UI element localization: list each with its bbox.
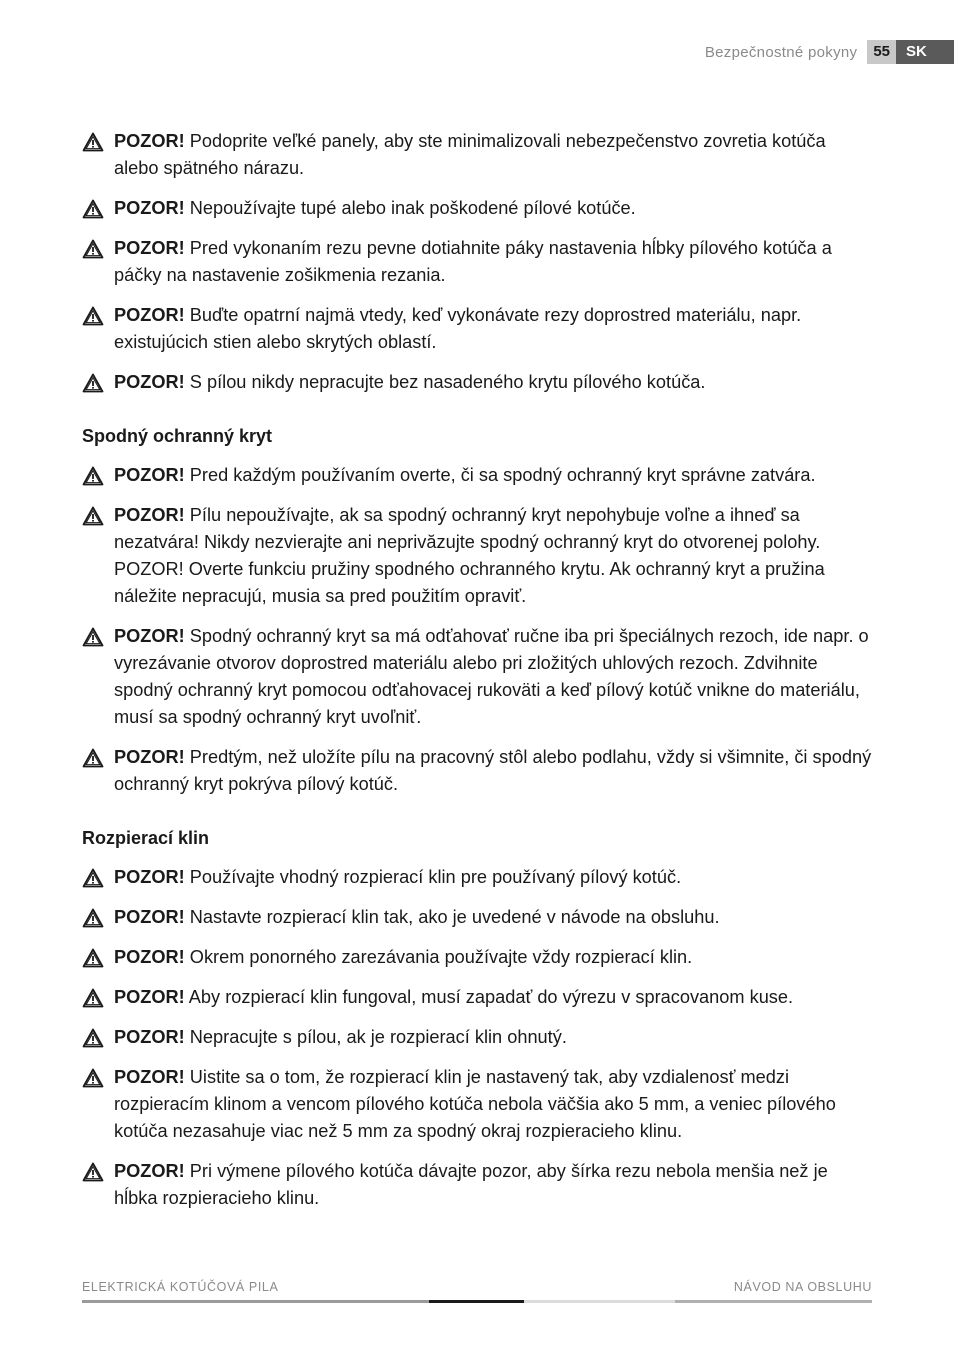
footer-rule-segment bbox=[429, 1300, 524, 1303]
warning-triangle-icon bbox=[82, 748, 104, 768]
warning-triangle-icon bbox=[82, 908, 104, 928]
warning-item bbox=[82, 1024, 872, 1051]
warning-item bbox=[82, 462, 872, 489]
warning-triangle-icon bbox=[82, 199, 104, 219]
warning-text: Pílu nepoužívajte, ak sa spodný ochranný kryt nepohybuje voľne a ihneď sa nezatvára! Nikdy nezvierajte ani neprivăzujte spodný ochranný kryt do otvorenej polohy. POZOR! Overte funkciu pružiny spodného ochranného krytu. Ak ochranný kryt a pružina náležite nepracujú, musia sa pred použitím opraviť. bbox=[114, 505, 825, 606]
warning-item bbox=[82, 235, 872, 289]
warning-triangle-icon bbox=[82, 1162, 104, 1182]
footer-left-text: ELEKTRICKÁ KOTÚČOVÁ PILA bbox=[82, 1280, 279, 1294]
warning-item bbox=[82, 944, 872, 971]
warning-triangle-icon bbox=[82, 1068, 104, 1088]
warning-text: Buďte opatrní najmä vtedy, keď vykonávate rezy doprostred materiálu, napr. existujúcich stien alebo skrytých oblastí. bbox=[114, 305, 802, 352]
footer-right-text: NÁVOD NA OBSLUHU bbox=[733, 1280, 872, 1294]
warning-text: Pri výmene pílového kotúča dávajte pozor, aby šírka rezu nebola menšia než je hĺbka rozpieracieho klinu. bbox=[114, 1161, 828, 1208]
warning-text: Používajte vhodný rozpierací klin pre používaný pílový kotúč. bbox=[189, 867, 682, 887]
warning-triangle-icon bbox=[82, 373, 104, 393]
warning-item bbox=[82, 623, 872, 731]
section-heading-lower-guard: Spodný ochranný kryt bbox=[82, 426, 273, 446]
warning-item bbox=[82, 984, 872, 1011]
warning-triangle-icon bbox=[82, 868, 104, 888]
warning-triangle-icon bbox=[82, 466, 104, 486]
warning-item bbox=[82, 1064, 872, 1145]
warning-label: POZOR! bbox=[114, 465, 185, 485]
warning-text: Pred vykonaním rezu pevne dotiahnite páky nastavenia hĺbky pílového kotúča a páčky na nastavenie zošikmenia rezania. bbox=[114, 238, 832, 285]
warning-text: S pílou nikdy nepracujte bez nasadeného krytu pílového kotúča. bbox=[189, 372, 706, 392]
warning-text: Nastavte rozpierací klin tak, ako je uvedené v návode na obsluhu. bbox=[189, 907, 720, 927]
warning-item bbox=[82, 195, 872, 222]
page-number: 55 bbox=[867, 40, 896, 64]
warning-label: POZOR! bbox=[114, 987, 185, 1007]
footer-rule-segment bbox=[675, 1300, 872, 1303]
warning-triangle-icon bbox=[82, 1028, 104, 1048]
warning-label: POZOR! bbox=[114, 238, 185, 258]
warning-text: Okrem ponorného zarezávania používajte vždy rozpierací klin. bbox=[189, 947, 693, 967]
warning-text: Uistite sa o tom, že rozpierací klin je nastavený tak, aby vzdialenosť medzi rozpieracím klinom a vencom pílového kotúča nebola väčšia ako 5 mm, a veniec pílového kotúča nezasahuje viac než 5 mm za spodný okraj rozpieracieho klinu. bbox=[114, 1067, 836, 1141]
warning-text: Nepoužívajte tupé alebo inak poškodené pílové kotúče. bbox=[189, 198, 636, 218]
language-badge: SK bbox=[896, 40, 954, 64]
warning-label: POZOR! bbox=[114, 626, 185, 646]
warning-item bbox=[82, 864, 872, 891]
warning-triangle-icon bbox=[82, 306, 104, 326]
warning-text: Spodný ochranný kryt sa má odťahovať ručne iba pri špeciálnych rezoch, ide napr. o vyrezávanie otvorov doprostred materiálu alebo pri zložitých uhlových rezoch. Zdvihnite spodný ochranný kryt pomocou odťahovacej rukoväti a keď pílový kotúč vnikne do materiálu, musí sa spodný ochranný kryt uvoľniť. bbox=[114, 626, 869, 727]
warnings-top-list bbox=[82, 128, 872, 396]
warning-item bbox=[82, 744, 872, 798]
warning-label: POZOR! bbox=[114, 947, 185, 967]
warning-label: POZOR! bbox=[114, 505, 185, 525]
warning-label: POZOR! bbox=[114, 1027, 185, 1047]
section-heading-riving-knife: Rozpierací klin bbox=[82, 828, 210, 848]
warning-label: POZOR! bbox=[114, 907, 185, 927]
page-header bbox=[705, 40, 954, 64]
warning-item bbox=[82, 302, 872, 356]
warning-triangle-icon bbox=[82, 988, 104, 1008]
warning-label: POZOR! bbox=[114, 305, 185, 325]
warning-label: POZOR! bbox=[114, 198, 185, 218]
warning-label: POZOR! bbox=[114, 747, 185, 767]
warning-triangle-icon bbox=[82, 132, 104, 152]
warning-item bbox=[82, 1158, 872, 1212]
warning-text: Aby rozpierací klin fungoval, musí zapadať do výrezu v spracovanom kuse. bbox=[188, 987, 794, 1007]
warning-item bbox=[82, 904, 872, 931]
warning-triangle-icon bbox=[82, 627, 104, 647]
warning-label: POZOR! bbox=[114, 867, 185, 887]
warning-item bbox=[82, 369, 872, 396]
warning-label: POZOR! bbox=[114, 372, 185, 392]
footer-rule bbox=[82, 1300, 872, 1303]
warning-text: Pred každým používaním overte, či sa spodný ochranný kryt správne zatvára. bbox=[189, 465, 816, 485]
warning-label: POZOR! bbox=[114, 131, 185, 151]
page-footer bbox=[82, 1280, 872, 1303]
footer-rule-segment bbox=[82, 1300, 429, 1303]
warning-label: POZOR! bbox=[114, 1161, 185, 1181]
warning-item bbox=[82, 502, 872, 610]
warning-triangle-icon bbox=[82, 506, 104, 526]
warnings-lower-guard-list bbox=[82, 462, 872, 798]
warning-text: Predtým, než uložíte pílu na pracovný stôl alebo podlahu, vždy si všimnite, či spodný ochranný kryt pokrýva pílový kotúč. bbox=[114, 747, 872, 794]
warning-label: POZOR! bbox=[114, 1067, 185, 1087]
warning-item bbox=[82, 128, 872, 182]
main-content bbox=[82, 128, 872, 1225]
warning-text: Nepracujte s pílou, ak je rozpierací klin ohnutý. bbox=[189, 1027, 567, 1047]
footer-rule-segment bbox=[524, 1300, 675, 1303]
warning-text: Podoprite veľké panely, aby ste minimalizovali nebezpečenstvo zovretia kotúča alebo spätného nárazu. bbox=[114, 131, 826, 178]
warnings-riving-knife-list bbox=[82, 864, 872, 1212]
warning-triangle-icon bbox=[82, 239, 104, 259]
section-title-header: Bezpečnostné pokyny bbox=[704, 43, 858, 61]
warning-triangle-icon bbox=[82, 948, 104, 968]
